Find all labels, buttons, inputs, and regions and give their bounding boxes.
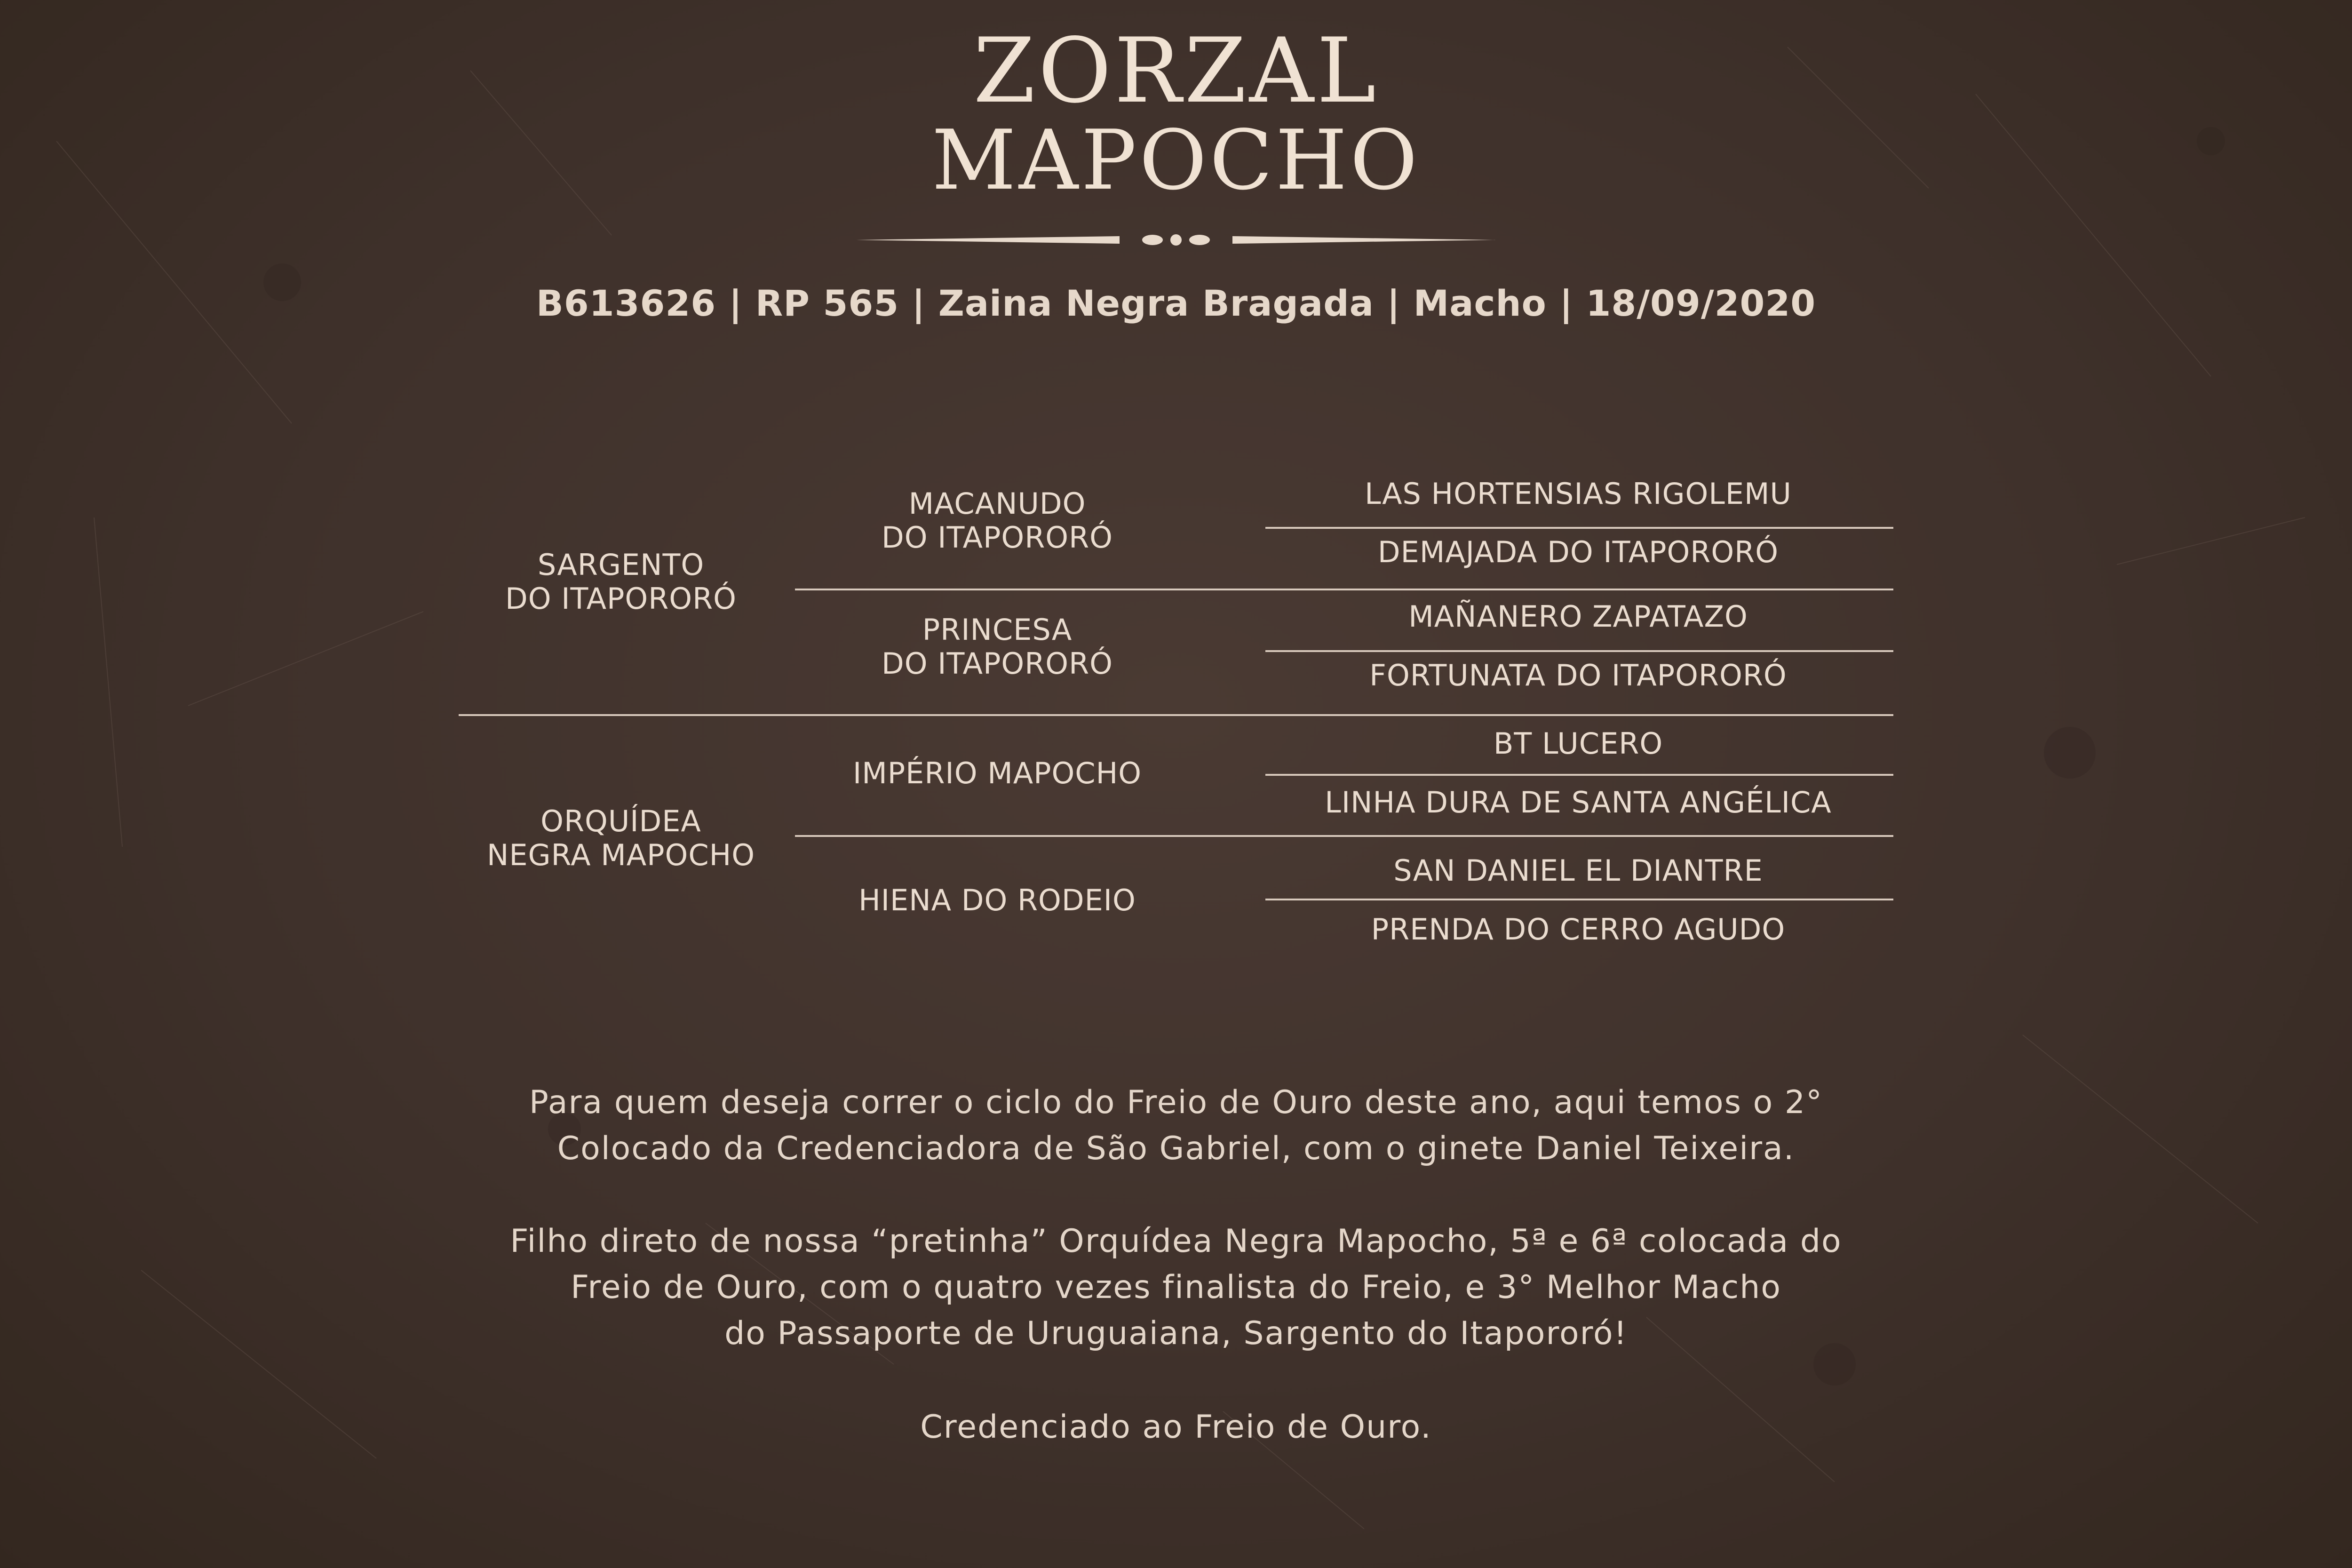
description-line: Colocado da Credenciadora de São Gabriel, com o ginete Daniel Teixeira. <box>557 1130 1795 1167</box>
horse-name-line2: MAPOCHO <box>931 113 1421 208</box>
registration-info: B613626 | RP 565 | Zaina Negra Bragada | Macho | 18/09/2020 <box>536 282 1816 324</box>
pedigree-g3-8: PRENDA DO CERRO AGUDO <box>1371 912 1786 947</box>
pedigree-g3-3: MAÑANERO ZAPATAZO <box>1408 599 1748 634</box>
sire-name-line2: DO ITAPORORÓ <box>505 581 737 616</box>
pedigree-dam <box>461 804 781 872</box>
pedigree-g3-7: SAN DANIEL EL DIANTRE <box>1393 853 1763 888</box>
description-line: Para quem deseja correr o ciclo do Freio de Ouro deste ano, aqui temos o 2° <box>529 1084 1823 1121</box>
sire-sire-name-line1: MACANUDO <box>908 486 1086 521</box>
pedigree-sire <box>461 548 781 616</box>
ornament-divider <box>856 221 1496 259</box>
sire-sire-name-line2: DO ITAPORORÓ <box>882 520 1113 555</box>
description-line: Freio de Ouro, com o quatro vezes finalista do Freio, e 3° Melhor Macho <box>571 1269 1781 1306</box>
pedigree-g3-1: LAS HORTENSIAS RIGOLEMU <box>1365 477 1792 511</box>
description-line: Filho direto de nossa “pretinha” Orquídea Negra Mapocho, 5ª e 6ª colocada do <box>510 1223 1842 1260</box>
pedigree-sire-dam <box>795 613 1200 681</box>
pedigree-dam-dam <box>795 883 1200 917</box>
sire-dam-name-line2: DO ITAPORORÓ <box>882 646 1113 681</box>
description-paragraph-2 <box>423 1218 1929 1357</box>
pedigree-divider-sire <box>795 589 1893 590</box>
pedigree-g3-2: DEMAJADA DO ITAPORORÓ <box>1377 535 1779 569</box>
pedigree-dam-sire <box>795 756 1200 790</box>
pedigree-divider-main <box>459 714 1893 716</box>
sire-name-line1: SARGENTO <box>537 548 705 582</box>
description-paragraph-1 <box>423 1080 1929 1172</box>
dam-name-line2: NEGRA MAPOCHO <box>486 838 755 872</box>
pedigree-g3-4: FORTUNATA DO ITAPORORÓ <box>1369 658 1787 692</box>
description-line: do Passaporte de Uruguaiana, Sargento do Itapororó! <box>724 1315 1628 1352</box>
pedigree-divider-g3-1 <box>1265 527 1893 529</box>
description-paragraph-3: Credenciado ao Freio de Ouro. <box>920 1409 1432 1446</box>
pedigree-divider-dam <box>795 835 1893 837</box>
dam-name-line1: ORQUÍDEA <box>540 804 701 838</box>
pedigree-divider-g3-4 <box>1265 899 1893 900</box>
dam-dam-name: HIENA DO RODEIO <box>858 883 1136 917</box>
horse-name-line1: ZORZAL <box>973 19 1379 123</box>
pedigree-g3-6: LINHA DURA DE SANTA ANGÉLICA <box>1325 785 1832 820</box>
dam-sire-name: IMPÉRIO MAPOCHO <box>852 756 1142 790</box>
pedigree-divider-g3-2 <box>1265 650 1893 652</box>
sire-dam-name-line1: PRINCESA <box>922 613 1073 647</box>
pedigree-divider-g3-3 <box>1265 774 1893 776</box>
pedigree-sire-sire <box>795 487 1200 555</box>
pedigree-g3-5: BT LUCERO <box>1493 726 1663 761</box>
